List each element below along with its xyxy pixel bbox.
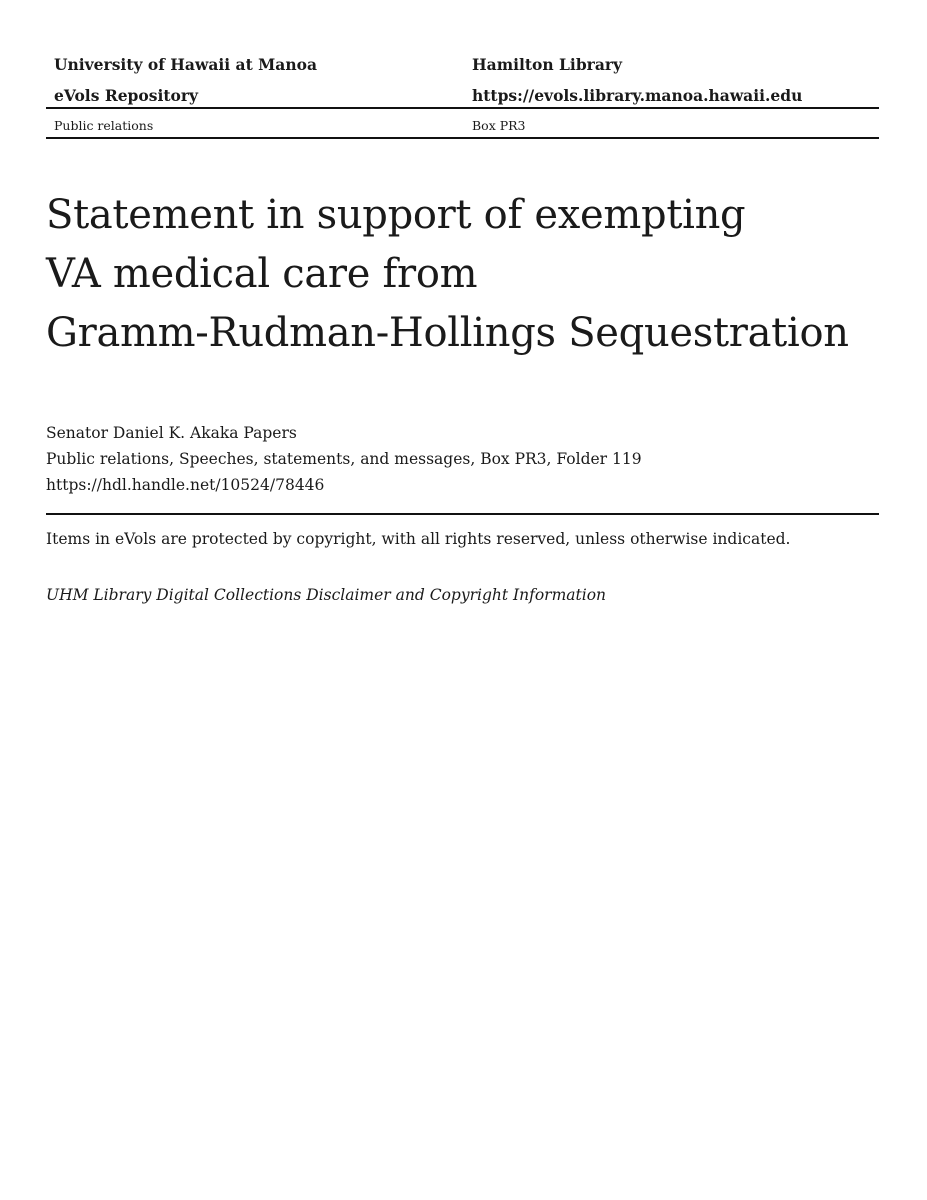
header-divider-bottom: [46, 137, 879, 139]
cover-page: [46, 0, 879, 1200]
metadata-divider: [46, 513, 879, 515]
header-divider-top: [46, 107, 879, 109]
title-line-2: VA medical care from: [46, 251, 478, 297]
collection-name: Senator Daniel K. Akaka Papers: [46, 424, 297, 442]
folder-location: Public relations, Speeches, statements, and messages, Box PR3, Folder 119: [46, 450, 642, 468]
collection-section: Public relations: [54, 118, 154, 133]
document-title: [46, 186, 879, 363]
repository-name: eVols Repository: [54, 86, 199, 105]
copyright-notice: Items in eVols are protected by copyright, with all rights reserved, unless otherwise indicated.: [46, 530, 791, 548]
document-metadata: [46, 420, 879, 498]
disclaimer-link[interactable]: UHM Library Digital Collections Disclaimer and Copyright Information: [46, 586, 607, 604]
library-name: Hamilton Library: [472, 55, 623, 74]
institution-name: University of Hawaii at Manoa: [54, 55, 317, 74]
title-line-1: Statement in support of exempting: [46, 192, 746, 238]
box-label: Box PR3: [472, 118, 526, 133]
title-line-3: Gramm-Rudman-Hollings Sequestration: [46, 310, 849, 356]
repository-url-link[interactable]: https://evols.library.manoa.hawaii.edu: [472, 86, 803, 105]
handle-link[interactable]: https://hdl.handle.net/10524/78446: [46, 476, 325, 494]
